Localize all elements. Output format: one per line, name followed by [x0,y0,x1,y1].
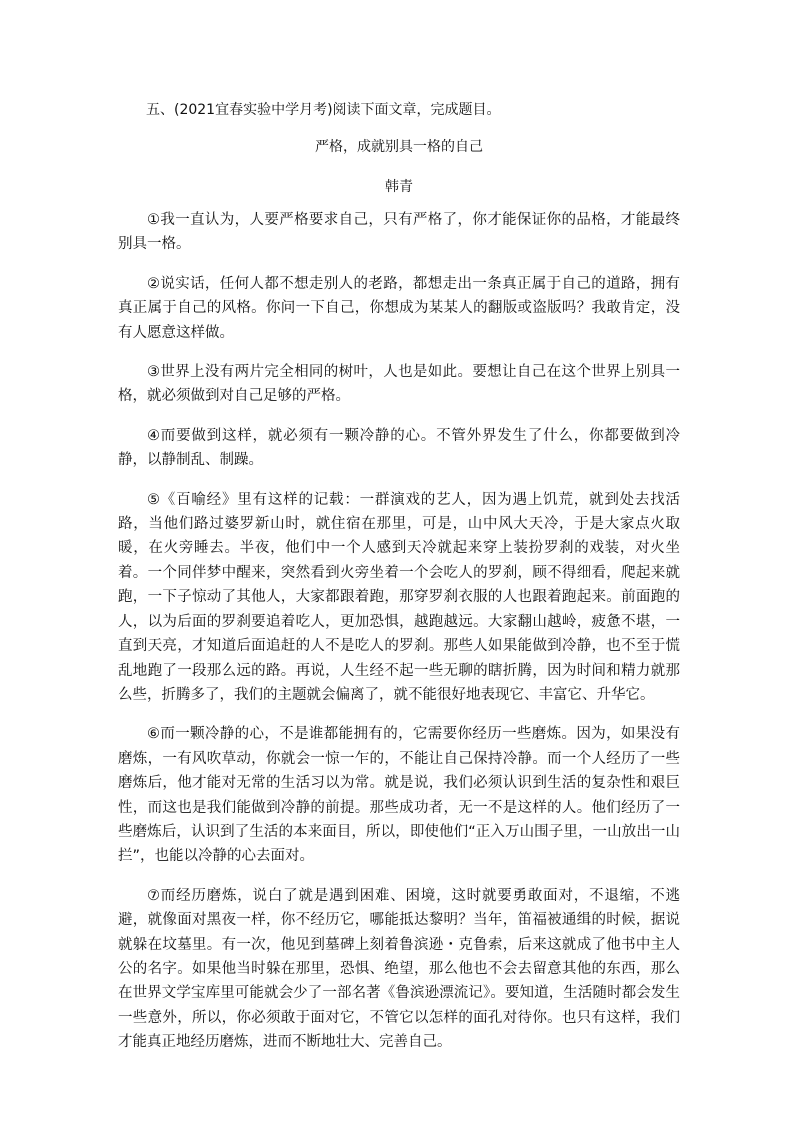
paragraph-2: ②说实话，任何人都不想走别人的老路，都想走出一条真正属于自己的道路，拥有真正属于自己的风格。你问一下自己，你想成为某某人的翻版或盗版吗？我敢肯定，没有人愿意这样做。 [118,275,680,341]
paragraph-4: ④而要做到这样，就必须有一颗冷静的心。不管外界发生了什么，你都要做到冷静，以静制乱、制躁。 [118,427,680,469]
paragraph-1: ①我一直认为，人要严格要求自己，只有严格了，你才能保证你的品格，才能最终别具一格。 [118,212,680,253]
question-header: 五、(2021宜春实验中学月考)阅读下面文章，完成题目。 [146,102,501,118]
paragraph-5: ⑤《百喻经》里有这样的记载：一群演戏的艺人，因为遇上饥荒，就到处去找活路，当他们路过婆罗新山时，就住宿在那里，可是，山中风大天冷，于是大家点火取暖，在火旁睡去。半夜，他们中一个人感到天冷就起来穿上装扮罗刹的戏装，对火坐着。一个同伴梦中醒来，突然看到火旁坐着一个会吃人的罗刹，顾不得细看，爬起来就跑，一下子惊动了其他人，大家都跟着跑，那穿罗刹衣服的人也跟着跑起来。前面跑的人，以为后面的罗刹要追着吃人，更加恐惧，越跑越远。大家翻山越岭，疲惫不堪，一直到天亮，才知道后面追赶的人不是吃人的罗刹。那些人如果能做到冷静，也不至于慌乱地跑了一段那么远的路。再说，人生经不起一些无聊的瞎折腾，因为时间和精力就那么些，折腾多了，我们的主题就会偏离了，就不能很好地表现它、丰富它、升华它。 [118,491,680,703]
article-title: 严格，成就别具一格的自己 [315,139,483,155]
paragraph-3: ③世界上没有两片完全相同的树叶，人也是如此。要想让自己在这个世界上别具一格，就必须做到对自己足够的严格。 [118,364,680,405]
paragraph-6: ⑥而一颗冷静的心，不是谁都能拥有的，它需要你经历一些磨炼。因为，如果没有磨炼，一有风吹草动，你就会一惊一乍的，不能让自己保持冷静。而一个人经历了一些磨炼后，他才能对无常的生活习以为常。就是说，我们必须认识到生活的复杂性和艰巨性，而这也是我们能做到冷静的前提。那些成功者，无一不是这样的人。他们经历了一些磨炼后，认识到了生活的本来面目，所以，即使他们“正入万山围子里，一山放出一山拦”，也能以冷静的心去面对。 [118,726,680,865]
paragraph-7: ⑦而经历磨炼，说白了就是遇到困难、困境，这时就要勇敢面对，不退缩，不逃避，就像面对黑夜一样，你不经历它，哪能抵达黎明？当年，笛福被通缉的时候，据说就躲在坟墓里。有一次，他见到墓碑上刻着鲁滨逊・克鲁索，后来这就成了他书中主人公的名字。如果他当时躲在那里，恐惧、绝望，那么他也不会去留意其他的东西，那么在世界文学宝库里可能就会少了一部名著《鲁滨逊漂流记》。要知道，生活随时都会发生一些意外，所以，你必须敢于面对它，不管它以怎样的面孔对待你。也只有这样，我们才能真正地经历磨炼，进而不断地壮大、完善自己。 [118,887,680,1051]
document-content [118,96,680,1070]
article-author: 韩青 [385,179,413,195]
